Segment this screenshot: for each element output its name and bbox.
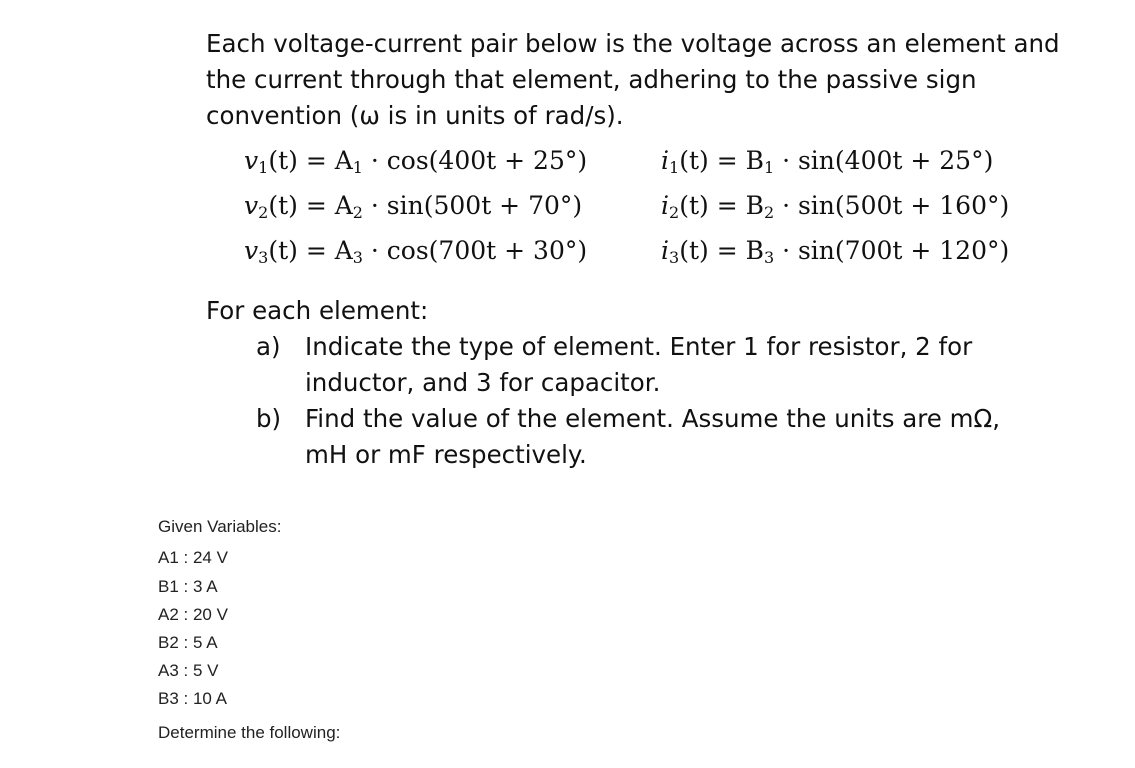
task-marker: b) — [256, 404, 282, 433]
for-each-heading: For each element: — [206, 296, 429, 325]
current-equation-1: $i_1(t) = B_1 \cdot \sin(400t + 25^\circ)$ — [661, 146, 994, 177]
given-variable: B1 : 3 A — [158, 577, 218, 596]
voltage-equation-2: $v_2(t) = A_2 \cdot \sin(500t + 70^\circ)$ — [244, 191, 583, 222]
current-equation-3: $i_3(t) = B_3 \cdot \sin(700t + 120^\circ)$ — [661, 236, 1010, 267]
given-variable: A1 : 24 V — [158, 548, 228, 567]
voltage-equation-3: $v_3(t) = A_3 \cdot \cos(700t + 30^\circ)$ — [244, 236, 588, 267]
given-variable: A3 : 5 V — [158, 661, 219, 680]
task-marker: a) — [256, 332, 281, 361]
voltage-equation-1: $v_1(t) = A_1 \cdot \cos(400t + 25^\circ)$ — [244, 146, 588, 177]
given-variable: B3 : 10 A — [158, 689, 227, 708]
intro-text: Each voltage-current pair below is the voltage across an element and the current through that element, adhering to the passive sign convention (ω is in units of rad/s). — [206, 29, 1060, 130]
task-text: Indicate the type of element. Enter 1 for resistor, 2 for inductor, and 3 for capacitor. — [305, 332, 973, 397]
given-variable: B2 : 5 A — [158, 633, 218, 652]
task-item-b — [256, 401, 1036, 473]
task-text: Find the value of the element. Assume the units are mΩ, mH or mF respectively. — [305, 404, 1001, 469]
current-equation-2: $i_2(t) = B_2 \cdot \sin(500t + 160^\circ)$ — [661, 191, 1010, 222]
problem-intro — [206, 26, 1066, 134]
task-item-a — [256, 329, 1036, 401]
given-variable: A2 : 20 V — [158, 605, 228, 624]
given-heading: Given Variables: — [158, 517, 282, 536]
determine-heading: Determine the following: — [158, 723, 341, 742]
